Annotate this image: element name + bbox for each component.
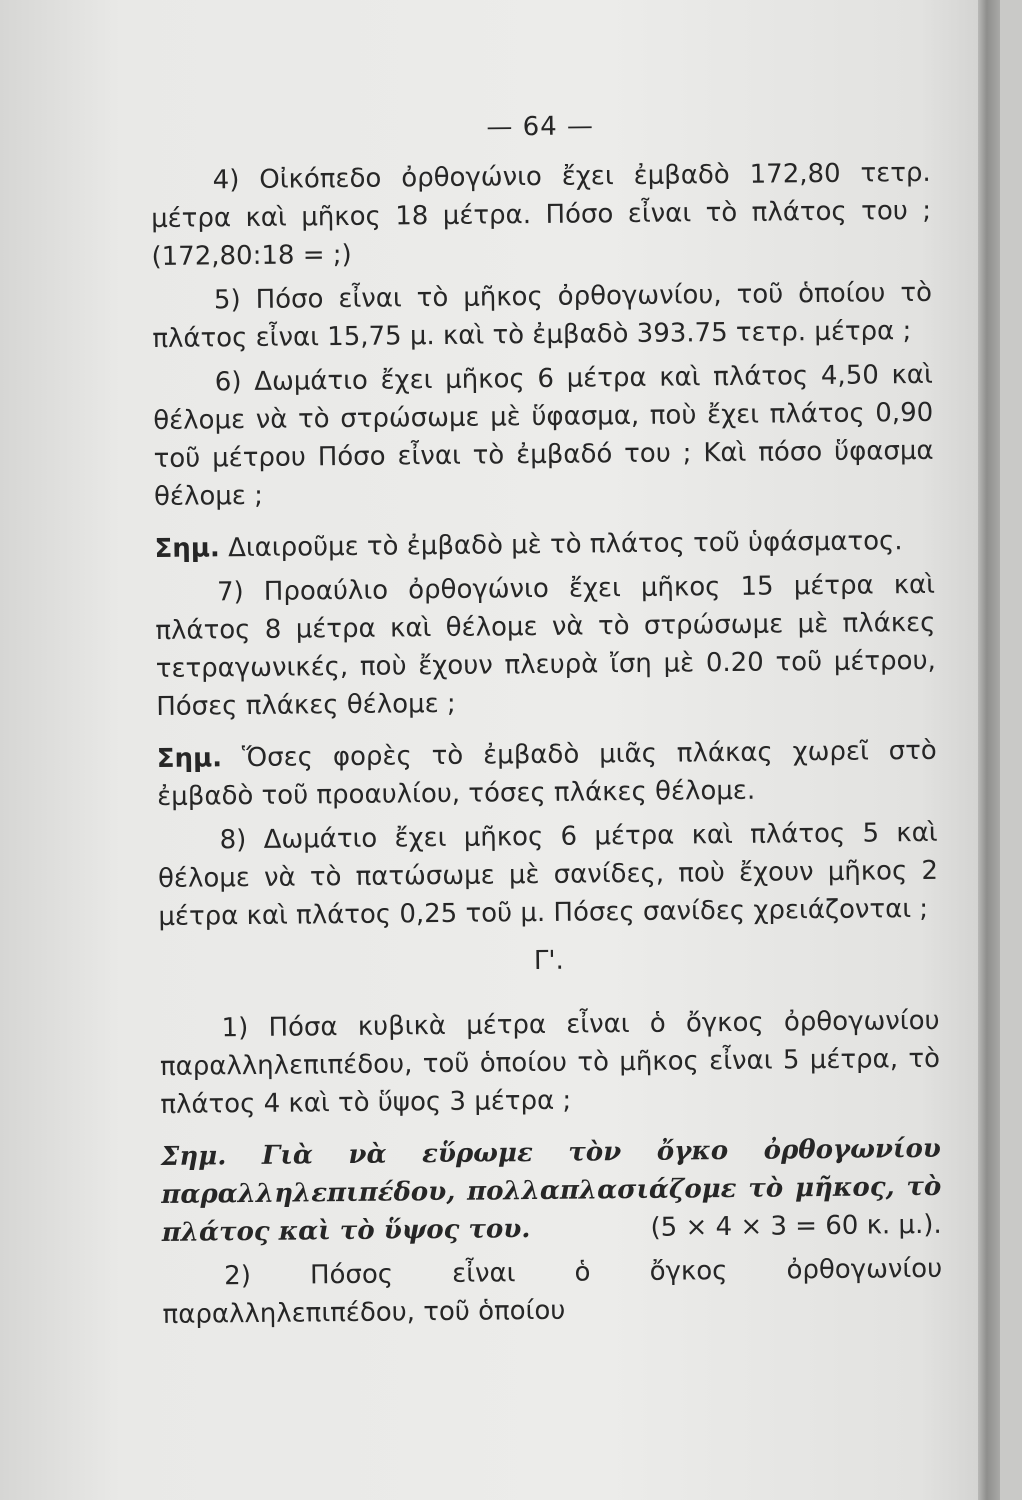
- exercise-7: 7) Προαύλιο ὀρθογώνιο ἔχει μῆκος 15 μέτρα καὶ πλάτος 8 μέτρα καὶ θέλομε νὰ τὸ στρώσωμε μὲ πλάκες τετραγωνικές, ποὺ ἔχουν πλευρὰ ἴση μὲ 0.20 τοῦ μέτρου, Πόσες πλάκες θέλομε ;: [155, 569, 936, 722]
- note-1: [154, 522, 934, 568]
- note-label: Σημ.: [154, 533, 221, 564]
- page-binding-edge: [978, 0, 1000, 1500]
- exercise-8: 8) Δωμάτιο ἔχει μῆκος 6 μέτρα καὶ πλάτος 5 καὶ θέλομε νὰ τὸ πατώσωμε μὲ σανίδες, ποὺ ἔχουν μῆκος 2 μέτρα καὶ πλάτος 0,25 τοῦ μ. Πόσες σανίδες χρειάζονται ;: [157, 817, 939, 932]
- exercise-g1: 1) Πόσα κυβικὰ μέτρα εἶναι ὁ ὄγκος ὀρθογωνίου παραλληλεπιπέδου, τοῦ ὁποίου τὸ μῆκος εἶναι 5 μέτρα, τὸ πλάτος 4 καὶ τὸ ὕψος 3 μέτρα ;: [159, 1005, 941, 1120]
- volume-formula: (5 × 4 × 3 = 60 κ. μ.).: [650, 1209, 942, 1243]
- section-heading: Γ'.: [533, 945, 565, 977]
- note-text: Γιὰ νὰ εὕρωμε τὸν ὄγκο ὀρθογωνίου παραλληλεπιπέδου, πολλαπλασιάζομε τὸ μῆκος, τὸ πλάτος καὶ τὸ ὕψος του.: [161, 1133, 942, 1248]
- exercise-6: 6) Δωμάτιο ἔχει μῆκος 6 μέτρα καὶ πλάτος 4,50 καὶ θέλομε νὰ τὸ στρώσωμε μὲ ὕφασμα, ποὺ ἔχει πλάτος 0,90 τοῦ μέτρου Πόσο εἶναι τὸ ἐμβαδό του ; Καὶ πόσο ὕφασμα θέλομε ;: [153, 359, 934, 512]
- note-label: Σημ.: [160, 1141, 227, 1172]
- note-label: Σημ.: [156, 743, 223, 774]
- exercise-5: 5) Πόσο εἶναι τὸ μῆκος ὀρθογωνίου, τοῦ ὁποίου τὸ πλάτος εἶναι 15,75 μ. καὶ τὸ ἐμβαδὸ 393.75 τετρ. μέτρα ;: [152, 277, 933, 354]
- note-3: [161, 1130, 942, 1252]
- note-2: [157, 732, 938, 816]
- note-text: Ὅσες φορὲς τὸ ἐμβαδὸ μιᾶς πλάκας χωρεῖ στὸ ἐμβαδὸ τοῦ προαυλίου, τόσες πλάκες θέλομε.: [157, 735, 937, 812]
- note-text: Διαιροῦμε τὸ ἐμβαδὸ μὲ τὸ πλάτος τοῦ ὑφάσματος.: [219, 526, 903, 564]
- page-number: — 64 —: [486, 111, 595, 143]
- exercise-g2: 2) Πόσος εἶναι ὁ ὄγκος ὀρθογωνίου παραλληλεπιπέδου, τοῦ ὁποίου: [162, 1253, 943, 1330]
- exercise-4: 4) Οἰκόπεδο ὀρθογώνιο ἔχει ἐμβαδὸ 172,80 τετρ. μέτρα καὶ μῆκος 18 μέτρα. Πόσο εἶναι τὸ πλάτος του ; (172,80:18 = ;): [150, 157, 932, 272]
- page-text: [150, 104, 943, 1340]
